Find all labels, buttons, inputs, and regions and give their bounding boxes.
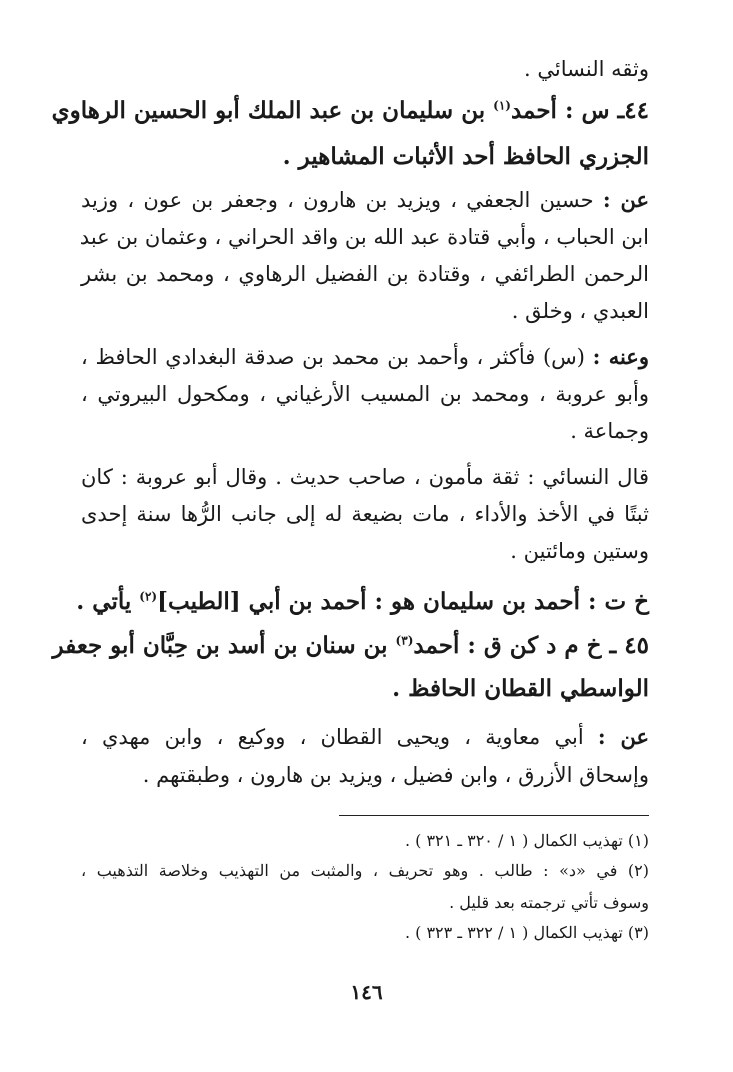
text-line: وستين ومائتين . — [510, 539, 649, 563]
text-line: العبدي ، وخلق . — [511, 299, 649, 323]
text-line: ابن الحباب ، وأبي قتادة عبد الله بن واقد الحراني ، وعثمان بن عبد — [79, 225, 649, 249]
text-line: وثقه النسائي . — [524, 57, 649, 81]
teachers-line — [81, 720, 649, 754]
entry-number: ٤٤ـ س : أحمد — [510, 97, 649, 124]
entry-44-heading-cont: الجزري الحافظ أحد الأثبات المشاهير . — [282, 143, 649, 170]
cross-reference-line: خ ت : أحمد بن سليمان هو : أحمد بن أبي [الطيب]$^{(٢)}$ يأتي . — [76, 588, 649, 615]
teachers-text: أبي معاوية ، ويحيى القطان ، ووكيع ، وابن مهدي ، — [81, 725, 584, 749]
footnote-2-cont: وسوف تأتي ترجمته بعد قليل . — [449, 893, 649, 912]
text-line: وإسحاق الأزرق ، وابن فضيل ، ويزيد بن هارون ، وطبقتهم . — [142, 763, 649, 787]
text-line: الرحمن الطرائفي ، وقتادة بن الفضيل الرهاوي ، ومحمد بن بشر — [81, 262, 649, 286]
footnote-ref: (٣) — [395, 633, 414, 648]
page-number: ١٤٦ — [350, 980, 383, 1004]
anhu-label: وعنه : — [592, 344, 649, 369]
footnote-separator — [339, 815, 649, 816]
footnote-3: (٣) تهذيب الكمال ( ١ / ٣٢٢ ـ ٣٢٣ ) . — [404, 923, 649, 942]
text-line: قال النسائي : ثقة مأمون ، صاحب حديث . وقال أبو عروبة : كان — [81, 465, 649, 489]
text-line: وأبو عروبة ، ومحمد بن المسيب الأرغياني ، ومكحول البيروتي ، — [81, 382, 649, 406]
students-line — [81, 340, 649, 374]
text-line: وجماعة . — [570, 419, 649, 443]
teachers-text: حسين الجعفي ، ويزيد بن هارون ، وجعفر بن عون ، وزيد — [81, 188, 594, 212]
footnote-ref: (٢) — [139, 589, 158, 604]
entry-44-heading — [51, 94, 649, 128]
entry-name: بن سليمان بن عبد الملك أبو الحسين الرهاوي — [51, 97, 486, 124]
students-text: (س) فأكثر ، وأحمد بن محمد بن صدقة البغدادي الحافظ ، — [81, 345, 585, 369]
teachers-line — [81, 183, 649, 217]
text-line: ثبتًا في الأخذ والأداء ، مات بضيعة له إلى جانب الرُّها سنة إحدى — [81, 502, 649, 526]
footnote-1: (١) تهذيب الكمال ( ١ / ٣٢٠ ـ ٣٢١ ) . — [404, 831, 649, 850]
footnote-ref: (١) — [493, 98, 511, 113]
entry-45-heading — [52, 629, 649, 663]
footnote-2: (٢) في «د» : طالب . وهو تحريف ، والمثبت من التهذيب وخلاصة التذهيب ، — [81, 861, 649, 880]
an-label: عن : — [602, 187, 649, 212]
entry-45-heading-cont: الواسطي القطان الحافظ . — [392, 675, 649, 702]
entry-number: ٤٥ ـ خ م د كن ق : أحمد — [413, 632, 649, 659]
entry-name: بن سنان بن أسد بن حِبَّان أبو جعفر — [52, 632, 388, 659]
an-label: عن : — [597, 724, 649, 749]
